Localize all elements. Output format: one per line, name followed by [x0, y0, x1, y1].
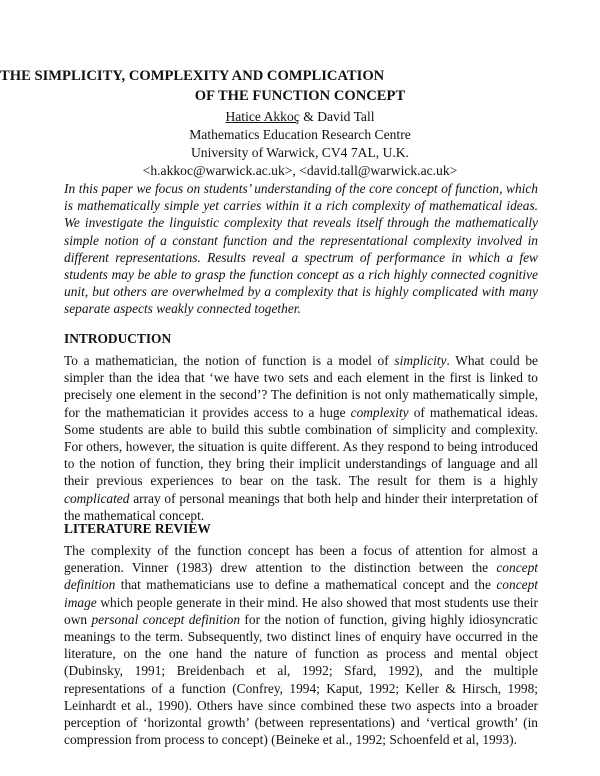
author-institution: Mathematics Education Research Centre [189, 127, 411, 142]
author-akkoc: Hatice Akkoç [225, 109, 300, 124]
lit-emph-concept-image: concept image [64, 577, 538, 610]
title-line-1: THE SIMPLICITY, COMPLEXITY AND COMPLICATION [0, 68, 385, 84]
intro-text-2: . What could be simpler than the idea that ‘we have two sets and each element in the first is linked to precisely one element in the second’? The definition is not only mathematically simple, for the mathematician it provides access to a huge [64, 353, 538, 420]
intro-emph-complicated: complicated [64, 490, 130, 506]
author-names [0, 108, 600, 126]
abstract: In this paper we focus on students’ understanding of the core concept of function, which is mathematically simple yet carries within it a rich complexity of mathematical ideas. We investigate the linguistic complexity that reveals itself through the mathematically simple notion of a constant function and the representational complexity involved in different representations. Results reveal a spectrum of performance in which a few students may be able to grasp the function concept as a rich highly connected cognitive unit, but others are overwhelmed by a complexity that is highly complicated with many separate aspects weakly connected together. [64, 181, 538, 317]
lit-text-2: that mathematicians use to define a mathematical concept and the [115, 577, 497, 593]
lit-text-4: for the notion of function, giving highly idiosyncratic meanings to the term. Subsequently, two distinct lines of enquiry have occurred in the literature, on the one hand the nature of function as process and mental object (Dubinsky, 1991; Breidenbach et al, 1992; Sfard, 1992), and the multiple representations of a function (Confrey, 1994; Kaput, 1992; Keller & Hirsch, 1998; Leinhardt et al., 1990). Others have since combined these two aspects into a broader perception of ‘horizontal growth’ (between representations) and ‘vertical growth’ (in compression from process to concept) (Beineke et al., 1992; Schoenfeld et al, 1993). [64, 611, 538, 748]
literature-review-heading: LITERATURE REVIEW [64, 521, 211, 536]
lit-text-1: The complexity of the function concept has been a focus of attention for almost a generation. Vinner (1983) drew attention to the distinction between the [64, 543, 538, 576]
lit-emph-concept-definition: concept definition [64, 560, 538, 593]
intro-text-3: of mathematical ideas. Some students are able to build this subtle combination of simplicity and complexity. For others, however, the situation is quite different. As they respond to being introduced to the notion of function, they bring their implicit understandings of language and all their previous experiences to bear on the task. The result for them is a highly [64, 404, 538, 489]
lit-text-3: which people generate in their mind. He also showed that most students use their own [64, 594, 538, 627]
paper-title [0, 66, 600, 106]
introduction-heading: INTRODUCTION [64, 331, 172, 346]
author-address: University of Warwick, CV4 7AL, U.K. [190, 145, 409, 160]
lit-emph-personal-concept-definition: personal concept definition [91, 611, 241, 627]
intro-emph-complexity: complexity [350, 404, 409, 420]
introduction-paragraph [64, 352, 538, 524]
intro-text-4: array of personal meanings that both help and hinder their interpretation of the mathematical concept. [64, 490, 538, 523]
literature-review-paragraph [64, 542, 538, 748]
intro-text-1: To a mathematician, the notion of function is a model of [64, 353, 395, 368]
title-line-2: OF THE FUNCTION CONCEPT [194, 88, 406, 104]
intro-emph-simplicity: simplicity [394, 353, 447, 368]
author-separator: & [299, 109, 318, 124]
author-emails: <h.akkoc@warwick.ac.uk>, <david.tall@warwick.ac.uk> [142, 163, 458, 178]
author-block [0, 108, 600, 180]
author-tall: David Tall [317, 109, 375, 124]
